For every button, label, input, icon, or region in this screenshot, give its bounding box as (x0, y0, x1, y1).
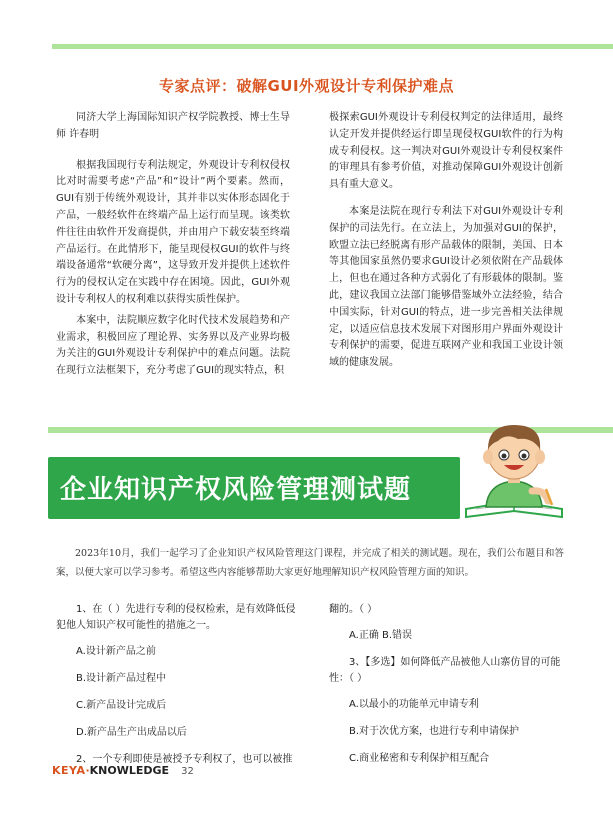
question-1-option: A.设计新产品之前 (76, 646, 156, 657)
reading-boy-illustration-icon (458, 417, 570, 529)
question-3-option: A.以最小的功能单元申请专利 (349, 699, 479, 710)
expert-paragraph: 本案是法院在现行专利法下对GUI外观设计专利保护的司法先行。在立法上，为加强对GUI的保护，欧盟立法已经脱离有形产品载体的限制，美国、日本等其他国家虽然仍要求GUI设计必须依附在产品载体上，但也在通过各种方式弱化了有形载体的限制。鉴此，建议我国立法部门能够借鉴域外立法经验，结合中国实际，针对GUI的特点，进一步完善相关法律规定，以适应信息技术发展下对图形用户界面外观设计专利保护的需要，促进互联网产业和我国工业设计领域的健康发展。 (329, 205, 563, 369)
question-1-option: B.设计新产品过程中 (76, 673, 167, 684)
expert-paragraph: 根据我国现行专利法规定，外观设计专利权侵权比对时需要考虑“产品”和“设计”两个要素。然而，GUI有别于传统外观设计，其并非以实体形态固化于产品，一般经软件在终端产品上运行而呈现。该类软件往往由软件开发商提供，并由用户下载安装至终端产品运行。在此情形下，能呈现侵权GUI的软件与终端设备通常“软硬分离”，这导致开发并提供上述软件行为的侵权认定在实践中存在困境。因此，GUI外观设计专利权人的权利难以获得实质性保护。 (56, 159, 290, 305)
page-number: 32 (181, 766, 194, 777)
quiz-left-column (56, 602, 296, 778)
question-1: 1、在（ ）先进行专利的侵权检索，是有效降低侵犯他人知识产权可能性的措施之一。 (56, 604, 296, 631)
question-2: 2、一个专利即使是被授予专利权了，也可以被推 (76, 754, 293, 765)
expert-paragraph: 本案中，法院顺应数字化时代技术发展趋势和产业需求，积极回应了理论界、实务界以及产业界均极为关注的GUI外观设计专利保护中的难点问题。法院在现行立法框架下，充分考虑了GUI的现实特点，积 (56, 314, 290, 377)
question-2-options: A.正确 B.错误 (349, 630, 413, 641)
top-divider-bar (52, 44, 613, 49)
question-3-option: C.商业秘密和专利保护相互配合 (349, 753, 490, 764)
expert-right-column (329, 110, 563, 376)
footer-brand: KEYA (52, 764, 86, 777)
expert-author: 同济大学上海国际知识产权学院教授、博士生导师 许春明 (56, 112, 290, 140)
quiz-intro: 2023年10月，我们一起学习了企业知识产权风险管理这门课程，并完成了相关的测试题。现在，我们公布题目和答案，以便大家可以学习参考。希望这些内容能够帮助大家更好地理解知识产权风险管理方面的知识。 (56, 548, 564, 578)
expert-review-title: 专家点评：破解GUI外观设计专利保护难点 (158, 77, 455, 95)
question-2-continued: 翻的。（ ） (329, 604, 378, 615)
footer-dot: · (85, 764, 90, 777)
quiz-banner-title: 企业知识产权风险管理测试题 (60, 475, 412, 505)
question-3-option: B.对于次优方案，也进行专利申请保护 (349, 726, 520, 737)
footer-sub: KNOWLEDGE (89, 764, 170, 777)
expert-left-column (56, 110, 290, 384)
quiz-right-column (329, 602, 569, 778)
question-1-option: D.新产品生产出成品以后 (76, 727, 187, 738)
page-footer (52, 764, 194, 777)
question-3: 3、【多选】如何降低产品被他人山寨仿冒的可能性：（ ） (329, 657, 561, 684)
question-1-option: C.新产品设计完成后 (76, 700, 167, 711)
expert-paragraph-continued: 极探索GUI外观设计专利侵权判定的法律适用，最终认定开发并提供经运行即呈现侵权GUI软件的行为构成专利侵权。这一判决对GUI外观设计专利侵权案件的审理具有参考价值，对推动保障GUI外观设计创新具有重大意义。 (329, 112, 563, 191)
